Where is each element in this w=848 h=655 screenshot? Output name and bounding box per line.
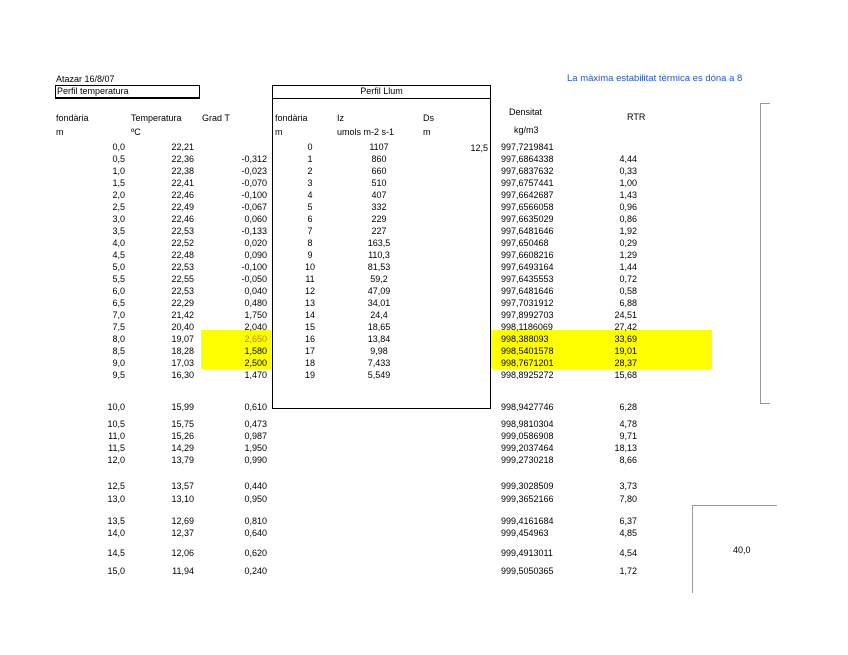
- density-value-cell: 999,0586908: [501, 431, 554, 441]
- rtr-value-cell: 4,78: [619, 419, 637, 429]
- temp-value-cell: 15,99: [171, 402, 194, 412]
- rtr-value-cell: 1,00: [619, 178, 637, 188]
- temp-depth-cell: 10,0: [107, 402, 125, 412]
- temp-value-cell: 20,40: [171, 322, 194, 332]
- grad-value-cell: 2,500: [244, 358, 267, 368]
- light-depth-cell: 8: [307, 238, 313, 248]
- density-value-cell: 998,8925272: [501, 370, 554, 380]
- light-depth-cell: 1: [307, 154, 313, 164]
- grad-value-cell: -0,050: [241, 274, 267, 284]
- light-col-iz: Iz: [337, 113, 345, 123]
- light-depth-cell: 17: [304, 346, 315, 356]
- grad-value-cell: 2,040: [244, 322, 267, 332]
- density-value-cell: 999,4161684: [501, 516, 554, 526]
- temp-depth-cell: 4,5: [112, 250, 125, 260]
- light-depth-cell: 10: [304, 262, 315, 272]
- rtr-value-cell: 1,92: [619, 226, 637, 236]
- temp-depth-cell: 11,0: [108, 431, 125, 441]
- density-value-cell: 998,388093: [501, 334, 549, 344]
- grad-value-cell: -0,023: [241, 166, 267, 176]
- rtr-value-cell: 0,86: [619, 214, 637, 224]
- density-value-cell: 997,6837632: [501, 166, 554, 176]
- light-title-rule: [272, 98, 491, 99]
- light-iz-cell: 5,549: [367, 370, 391, 380]
- density-value-cell: 997,8992703: [501, 310, 554, 320]
- temp-col-depth: fondària: [56, 113, 89, 123]
- light-depth-cell: 7: [307, 226, 313, 236]
- rtr-value-cell: 0,72: [619, 274, 637, 284]
- grad-value-cell: 1,950: [244, 443, 267, 453]
- rtr-value-cell: 3,73: [619, 481, 637, 491]
- light-depth-cell: 6: [307, 214, 313, 224]
- light-iz-cell: 227: [371, 226, 387, 236]
- density-value-cell: 999,3028509: [501, 481, 554, 491]
- side-value: 40,0: [733, 545, 751, 555]
- temp-col-depth-unit: m: [56, 127, 64, 137]
- light-col-ds: Ds: [423, 113, 434, 123]
- light-iz-cell: 34,01: [367, 298, 391, 308]
- temp-profile-title: Perfil temperatura: [57, 86, 129, 96]
- temp-depth-cell: 4,0: [112, 238, 125, 248]
- density-value-cell: 997,6481646: [501, 226, 554, 236]
- density-value-cell: 997,650468: [501, 238, 549, 248]
- temp-value-cell: 22,29: [171, 298, 194, 308]
- temp-depth-cell: 1,5: [112, 178, 125, 188]
- rtr-col: RTR: [627, 112, 646, 122]
- temp-value-cell: 17,03: [171, 358, 194, 368]
- grad-value-cell: -0,133: [241, 226, 267, 236]
- density-value-cell: 998,1186069: [501, 322, 553, 332]
- temp-value-cell: 22,38: [171, 166, 194, 176]
- density-value-cell: 997,6566058: [501, 202, 554, 212]
- temp-value-cell: 12,06: [171, 548, 194, 558]
- grad-value-cell: 0,987: [244, 431, 267, 441]
- temp-value-cell: 22,48: [171, 250, 194, 260]
- light-iz-cell: 7,433: [367, 358, 391, 368]
- temp-depth-cell: 9,5: [112, 370, 125, 380]
- grad-value-cell: 0,020: [244, 238, 267, 248]
- grad-value-cell: 0,950: [244, 494, 267, 504]
- density-value-cell: 997,6481646: [501, 286, 554, 296]
- temp-value-cell: 13,10: [171, 494, 194, 504]
- density-value-cell: 998,9810304: [501, 419, 554, 429]
- grad-value-cell: -0,100: [241, 262, 267, 272]
- rtr-value-cell: 15,68: [614, 370, 637, 380]
- light-col-iz-unit: umols m-2 s-1: [337, 127, 395, 137]
- temp-depth-cell: 2,5: [112, 202, 125, 212]
- chart-frame-left: [760, 103, 761, 404]
- grad-value-cell: 0,440: [244, 481, 267, 491]
- light-iz-cell: 229: [371, 214, 387, 224]
- light-depth-cell: 16: [304, 334, 315, 344]
- temp-depth-cell: 7,5: [112, 322, 125, 332]
- light-iz-cell: 59,2: [370, 274, 388, 284]
- light-depth-cell: 11: [305, 274, 315, 284]
- temp-depth-cell: 15,0: [107, 566, 125, 576]
- chart2-frame-top: [692, 505, 777, 506]
- light-iz-cell: 110,3: [368, 250, 390, 260]
- density-col-unit: kg/m3: [514, 125, 539, 135]
- density-value-cell: 997,7031912: [501, 298, 554, 308]
- temp-value-cell: 12,37: [171, 528, 194, 538]
- grad-value-cell: 0,620: [244, 548, 267, 558]
- grad-value-cell: 0,060: [244, 214, 267, 224]
- temp-value-cell: 22,55: [171, 274, 194, 284]
- light-iz-cell: 860: [371, 154, 387, 164]
- temp-depth-cell: 9,0: [112, 358, 125, 368]
- rtr-value-cell: 0,96: [619, 202, 637, 212]
- light-iz-cell: 660: [371, 166, 387, 176]
- rtr-value-cell: 1,72: [619, 566, 637, 576]
- light-depth-cell: 0: [307, 142, 313, 152]
- density-col: Densitat: [509, 107, 543, 117]
- rtr-value-cell: 0,58: [619, 286, 637, 296]
- grad-value-cell: 0,473: [244, 419, 267, 429]
- temp-value-cell: 22,49: [171, 202, 194, 212]
- temp-value-cell: 16,30: [171, 370, 194, 380]
- temp-depth-cell: 12,5: [107, 481, 125, 491]
- density-value-cell: 998,7671201: [501, 358, 554, 368]
- density-value-cell: 997,6635029: [501, 214, 554, 224]
- temp-value-cell: 15,75: [171, 419, 194, 429]
- temp-value-cell: 22,41: [171, 178, 194, 188]
- light-depth-cell: 2: [307, 166, 313, 176]
- chart-frame-top: [760, 103, 770, 104]
- temp-depth-cell: 14,5: [107, 548, 125, 558]
- rtr-value-cell: 6,88: [619, 298, 637, 308]
- density-value-cell: 999,5050365: [501, 566, 554, 576]
- grad-value-cell: 0,990: [244, 455, 267, 465]
- rtr-value-cell: 9,71: [619, 431, 637, 441]
- light-iz-cell: 9,98: [370, 346, 388, 356]
- light-profile-title: Perfil Llum: [360, 86, 403, 96]
- rtr-value-cell: 8,66: [619, 455, 637, 465]
- grad-value-cell: 0,810: [244, 516, 267, 526]
- rtr-value-cell: 27,42: [614, 322, 637, 332]
- grad-value-cell: 0,090: [244, 250, 267, 260]
- density-value-cell: 999,4913011: [501, 548, 553, 558]
- temp-header-rule: [55, 98, 200, 99]
- rtr-value-cell: 24,51: [614, 310, 637, 320]
- temp-depth-cell: 0,0: [112, 142, 125, 152]
- light-iz-cell: 81,53: [367, 262, 391, 272]
- density-value-cell: 997,7219841: [501, 142, 554, 152]
- temp-depth-cell: 8,0: [112, 334, 125, 344]
- density-value-cell: 997,6608216: [501, 250, 554, 260]
- chart-frame-bottom: [760, 403, 770, 404]
- temp-depth-cell: 10,5: [107, 419, 125, 429]
- rtr-value-cell: 19,01: [614, 346, 637, 356]
- temp-depth-cell: 7,0: [112, 310, 125, 320]
- rtr-value-cell: 4,54: [619, 548, 637, 558]
- grad-value-cell: 1,750: [244, 310, 267, 320]
- light-depth-cell: 19: [304, 370, 315, 380]
- temp-depth-cell: 14,0: [107, 528, 125, 538]
- temp-depth-cell: 6,0: [112, 286, 125, 296]
- density-value-cell: 999,3652166: [501, 494, 554, 504]
- rtr-value-cell: 7,80: [619, 494, 637, 504]
- temp-depth-cell: 5,0: [112, 262, 125, 272]
- light-col-depth: fondària: [275, 113, 308, 123]
- temp-depth-cell: 3,0: [112, 214, 125, 224]
- light-iz-cell: 163,5: [367, 238, 391, 248]
- temp-value-cell: 12,69: [171, 516, 194, 526]
- chart2-frame-left: [692, 505, 693, 593]
- light-col-ds-unit: m: [423, 127, 431, 137]
- date-label: Atazar 16/8/07: [56, 74, 115, 84]
- light-col-depth-unit: m: [275, 127, 283, 137]
- density-value-cell: 997,6864338: [501, 154, 554, 164]
- temp-depth-cell: 3,5: [112, 226, 125, 236]
- temp-depth-cell: 11,5: [108, 443, 125, 453]
- stability-note: La màxima estabilitat tèrmica es dóna a 8: [567, 73, 743, 84]
- light-depth-cell: 4: [307, 190, 313, 200]
- light-iz-cell: 407: [371, 190, 387, 200]
- temp-depth-cell: 6,5: [112, 298, 125, 308]
- temp-depth-cell: 0,5: [112, 154, 125, 164]
- density-value-cell: 999,2730218: [501, 455, 554, 465]
- rtr-value-cell: 1,29: [619, 250, 637, 260]
- light-iz-cell: 13,84: [367, 334, 391, 344]
- light-depth-cell: 3: [307, 178, 313, 188]
- rtr-value-cell: 33,69: [614, 334, 637, 344]
- rtr-value-cell: 1,44: [619, 262, 637, 272]
- light-iz-cell: 332: [371, 202, 387, 212]
- temp-col-temp: Temperatura: [131, 113, 182, 123]
- rtr-value-cell: 0,29: [619, 238, 637, 248]
- rtr-value-cell: 4,85: [619, 528, 637, 538]
- grad-value-cell: 1,580: [244, 346, 267, 356]
- density-value-cell: 997,6757441: [501, 178, 554, 188]
- density-value-cell: 999,2037464: [501, 443, 554, 453]
- rtr-value-cell: 28,37: [614, 358, 637, 368]
- temp-col-temp-unit: ºC: [131, 127, 141, 137]
- grad-value-cell: 1,470: [244, 370, 267, 380]
- density-value-cell: 999,454963: [501, 528, 549, 538]
- temp-depth-cell: 5,5: [112, 274, 125, 284]
- light-depth-cell: 5: [307, 202, 313, 212]
- temp-value-cell: 22,52: [171, 238, 194, 248]
- grad-value-cell: -0,067: [241, 202, 267, 212]
- rtr-value-cell: 0,33: [619, 166, 637, 176]
- density-value-cell: 998,5401578: [501, 346, 554, 356]
- light-iz-cell: 24,4: [370, 310, 388, 320]
- grad-value-cell: 0,240: [244, 566, 267, 576]
- temp-col-grad: Grad T: [202, 113, 230, 123]
- light-iz-cell: 510: [371, 178, 387, 188]
- density-value-cell: 997,6435553: [501, 274, 554, 284]
- temp-value-cell: 18,28: [171, 346, 194, 356]
- density-value-cell: 998,9427746: [501, 402, 554, 412]
- grad-value-cell: 2,650: [244, 334, 267, 344]
- grad-value-cell: 0,480: [244, 298, 267, 308]
- density-value-cell: 997,6642687: [501, 190, 554, 200]
- grad-value-cell: 0,610: [244, 402, 267, 412]
- light-depth-cell: 15: [304, 322, 315, 332]
- temp-value-cell: 22,53: [171, 286, 194, 296]
- temp-value-cell: 22,21: [171, 142, 194, 152]
- temp-value-cell: 22,36: [171, 154, 194, 164]
- grad-value-cell: 0,640: [244, 528, 267, 538]
- grad-value-cell: -0,100: [241, 190, 267, 200]
- light-depth-cell: 18: [304, 358, 315, 368]
- density-value-cell: 997,6493164: [501, 262, 554, 272]
- rtr-value-cell: 4,44: [619, 154, 637, 164]
- temp-depth-cell: 13,0: [107, 494, 125, 504]
- grad-value-cell: -0,312: [241, 154, 267, 164]
- light-iz-cell: 18,65: [367, 322, 391, 332]
- temp-value-cell: 13,57: [171, 481, 194, 491]
- rtr-value-cell: 1,43: [619, 190, 637, 200]
- grad-value-cell: -0,070: [241, 178, 267, 188]
- temp-value-cell: 22,53: [171, 226, 194, 236]
- light-depth-cell: 12: [304, 286, 315, 296]
- temp-depth-cell: 8,5: [112, 346, 125, 356]
- light-iz-cell: 47,09: [367, 286, 391, 296]
- light-ds-value: 12,5: [470, 143, 488, 153]
- temp-value-cell: 21,42: [171, 310, 194, 320]
- temp-depth-cell: 2,0: [112, 190, 125, 200]
- temp-depth-cell: 13,5: [107, 516, 125, 526]
- temp-value-cell: 15,26: [171, 431, 194, 441]
- temp-value-cell: 22,46: [171, 190, 194, 200]
- temp-value-cell: 22,46: [171, 214, 194, 224]
- temp-depth-cell: 12,0: [107, 455, 125, 465]
- light-iz-cell: 1107: [369, 142, 389, 152]
- light-depth-cell: 9: [307, 250, 313, 260]
- rtr-value-cell: 18,13: [614, 443, 637, 453]
- temp-value-cell: 22,53: [171, 262, 194, 272]
- light-depth-cell: 13: [304, 298, 315, 308]
- temp-value-cell: 13,79: [171, 455, 194, 465]
- rtr-value-cell: 6,28: [619, 402, 637, 412]
- grad-value-cell: 0,040: [244, 286, 267, 296]
- rtr-value-cell: 6,37: [619, 516, 637, 526]
- temp-value-cell: 19,07: [171, 334, 194, 344]
- temp-depth-cell: 1,0: [112, 166, 125, 176]
- temp-value-cell: 11,94: [172, 566, 194, 576]
- temp-value-cell: 14,29: [171, 443, 194, 453]
- light-depth-cell: 14: [304, 310, 315, 320]
